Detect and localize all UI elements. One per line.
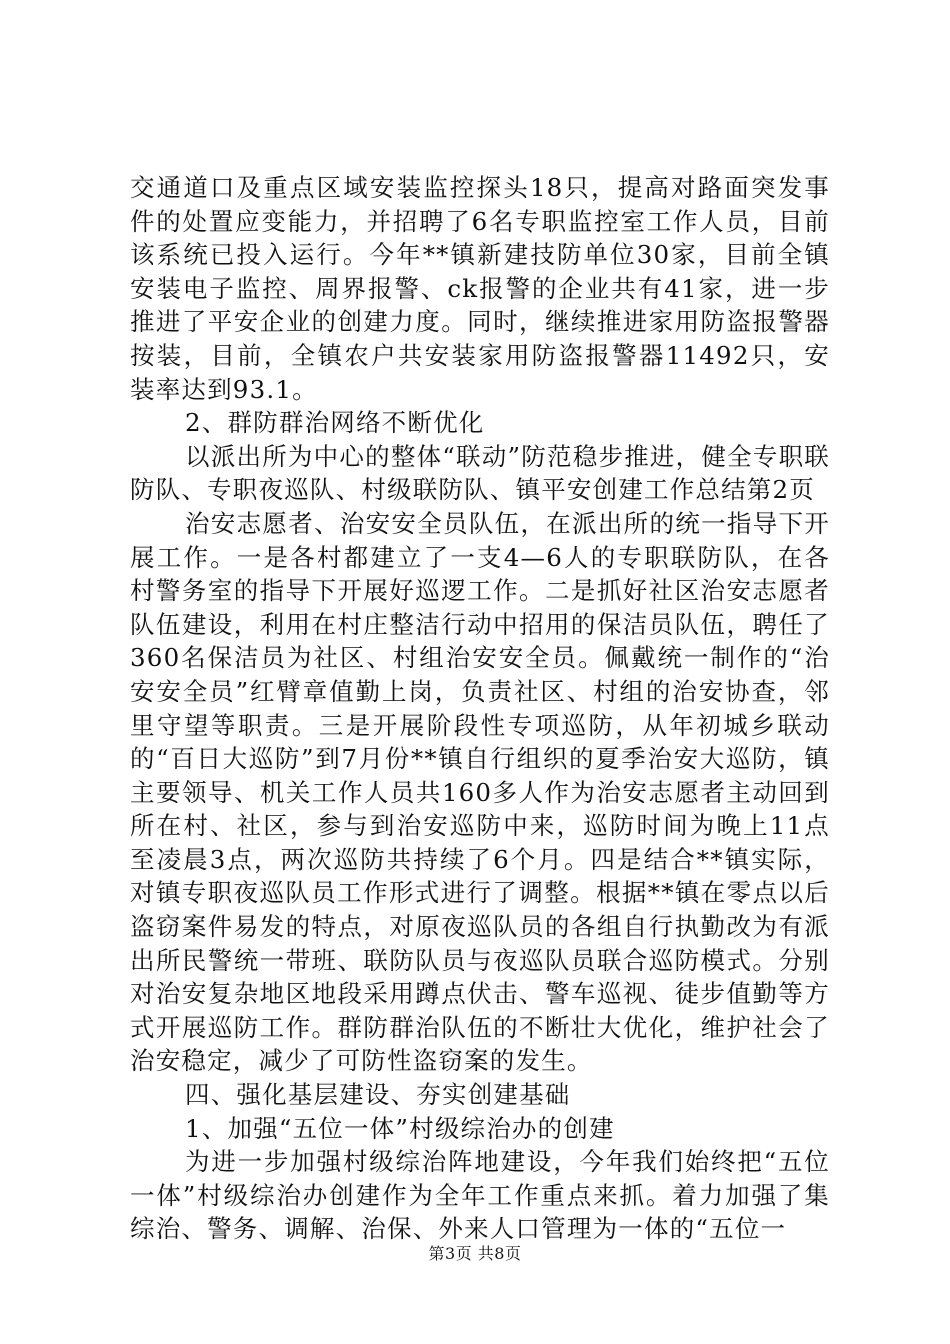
paragraph-7: 为进一步加强村级综治阵地建设，今年我们始终把“五位一体”村级综治办创建作为全年工作重点来抓。着力加强了集综治、警务、调解、治保、外来人口管理为一体的“五位一 (130, 1147, 830, 1244)
page-footer: 第3页 共8页 (428, 1244, 522, 1263)
paragraph-4: 治安志愿者、治安安全员队伍，在派出所的统一指导下开展工作。一是各村都建立了一支4—6人的专职联防队，在各村警务室的指导下开展好巡逻工作。二是抓好社区治安志愿者队伍建设，利用在村庄整洁行动中招用的保洁员队伍，聘任了360名保洁员为社区、村组治安安全员。佩戴统一制作的“治安安全员”红臂章值勤上岗，负责社区、村组的治安协查，邻里守望等职责。三是开展阶段性专项巡防，从年初城乡联动的“百日大巡防”到7月份**镇自行组织的夏季治安大巡防，镇主要领导、机关工作人员共160多人作为治安志愿者主动回到所在村、社区，参与到治安巡防中来，巡防时间为晚上11点至凌晨3点，两次巡防共持续了6个月。四是结合**镇实际，对镇专职夜巡队员工作形式进行了调整。根据**镇在零点以后盗窃案件易发的特点，对原夜巡队员的各组自行执勤改为有派出所民警统一带班、联防队员与夜巡队员联合巡防模式。分别对治安复杂地区地段采用蹲点伏击、警车巡视、徒步值勤等方式开展巡防工作。群防群治队伍的不断壮大优化，维护社会了治安稳定，减少了可防性盗窃案的发生。 (130, 508, 830, 1076)
paragraph-2-heading: 2、群防群治网络不断优化 (185, 408, 485, 438)
paragraph-3: 以派出所为中心的整体“联动”防范稳步推进，健全专职联防队、专职夜巡队、村级联防队、镇平安创建工作总结第2页 (130, 441, 830, 505)
paragraph-5-heading: 四、强化基层建设、夯实创建基础 (185, 1080, 571, 1110)
paragraph-6-heading: 1、加强“五位一体”村级综治办的创建 (185, 1113, 615, 1143)
document-body (130, 171, 830, 1246)
paragraph-1: 交通道口及重点区域安装监控探头18只，提高对路面突发事件的处置应变能力，并招聘了6名专职监控室工作人员，目前该系统已投入运行。今年**镇新建技防单位30家，目前全镇安装电子监控、周界报警、ck报警的企业共有41家，进一步推进了平安企业的创建力度。同时，继续推进家用防盗报警器按装，目前，全镇农户共安装家用防盗报警器11492只，安装率达到93.1。 (130, 173, 830, 404)
